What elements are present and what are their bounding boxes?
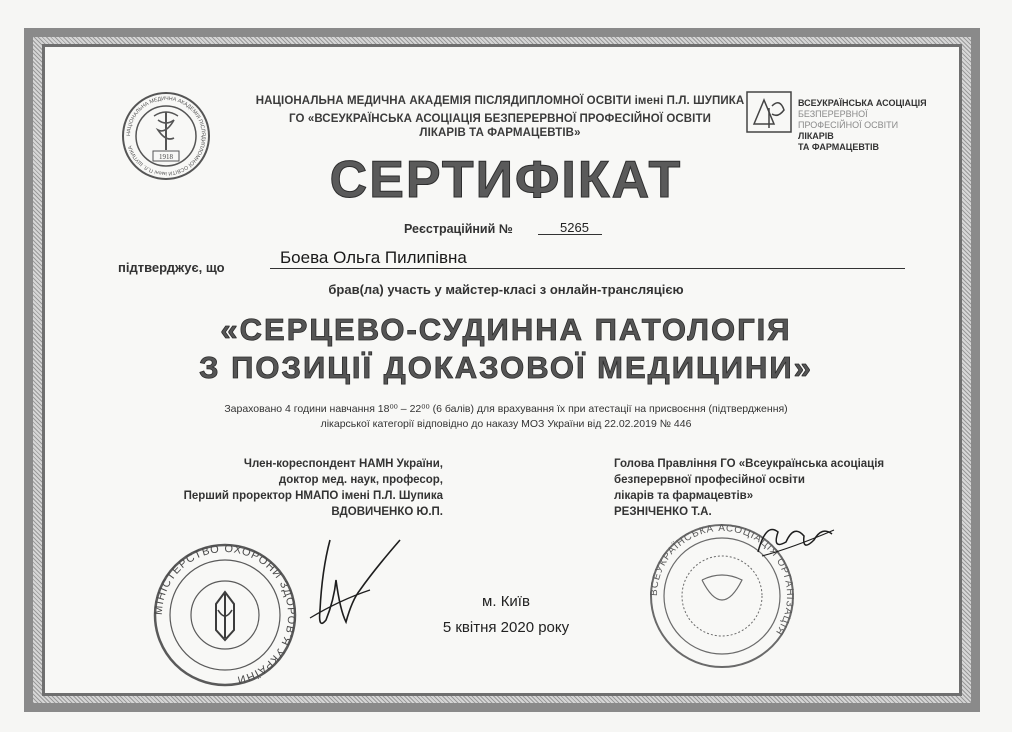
- name-underline: [270, 268, 905, 269]
- right-signature: [752, 512, 842, 562]
- association-name-line1: ГО «ВСЕУКРАЇНСЬКА АСОЦІАЦІЯ БЕЗПЕРЕРВНОЇ ПРОФЕСІЙНОЇ ОСВІТИ: [289, 113, 711, 125]
- signatory-left: [100, 456, 443, 520]
- association-logo-line1: ВСЕУКРАЇНСЬКА АСОЦІАЦІЯ: [798, 98, 927, 108]
- confirms-label: підтверджує, що: [118, 260, 225, 275]
- association-stamp-ring-text: ВСЕУКРАЇНСЬКА АСОЦІАЦІЯ ОРГАНІЗАЦІЯ: [648, 522, 796, 638]
- credit-line1: Зараховано 4 години навчання 18⁰⁰ – 22⁰⁰ (6 балів) для врахування їх при атестації на присвоєння (підтвердження): [224, 403, 788, 415]
- signatory-left-name: ВДОВИЧЕНКО Ю.П.: [331, 506, 443, 518]
- association-logo-icon: [744, 88, 794, 136]
- signatory-left-line3: Перший проректор НМАПО імені П.Л. Шупика: [183, 490, 443, 502]
- association-logo-line4: ЛІКАРІВ: [798, 131, 834, 141]
- registration-label: Реєстраційний №: [404, 222, 513, 236]
- association-logo-line5: ТА ФАРМАЦЕВТІВ: [798, 142, 879, 152]
- course-title-line1: «СЕРЦЕВО-СУДИННА ПАТОЛОГІЯ: [220, 312, 792, 347]
- signatory-left-line1: Член-кореспондент НАМН України,: [243, 458, 443, 470]
- signatory-right-line1: Голова Правління ГО «Всеукраїнська асоціація: [614, 458, 885, 470]
- signatory-left-line2: доктор мед. наук, професор,: [278, 474, 443, 486]
- course-title-line2: З ПОЗИЦІЇ ДОКАЗОВОЇ МЕДИЦИНИ»: [199, 350, 813, 385]
- seal-year: 1918: [159, 153, 173, 161]
- recipient-name: Боева Ольга Пилипівна: [280, 248, 467, 267]
- association-logo-line3: ПРОФЕСІЙНОЇ ОСВІТИ: [798, 120, 899, 130]
- signatory-right-line2: безперервної професійної освіти: [614, 474, 805, 486]
- association-name-line2: ЛІКАРІВ ТА ФАРМАЦЕВТІВ»: [419, 127, 581, 139]
- credit-line2: лікарської категорії відповідно до наказу МОЗ України від 22.02.2019 № 446: [320, 418, 692, 430]
- issue-city: м. Київ: [482, 593, 530, 610]
- ministry-stamp: [150, 540, 300, 690]
- signatory-right: [614, 456, 934, 520]
- signatory-right-line3: лікарів та фармацевтів»: [614, 490, 754, 502]
- certificate-title: СЕРТИФІКАТ: [329, 151, 683, 209]
- seal-ring-text: НАЦІОНАЛЬНА МЕДИЧНА АКАДЕМІЯ ПІСЛЯДИПЛОМНОЇ ОСВІТИ імені П.Л. ШУПИКА: [125, 95, 207, 177]
- association-logo-text: [798, 98, 927, 153]
- participation-text: брав(ла) участь у майстер-класі з онлайн-трансляцією: [328, 282, 684, 297]
- registration-number: 5265: [560, 220, 589, 235]
- issue-date: 5 квітня 2020 року: [442, 619, 570, 636]
- signatory-right-name: РЕЗНІЧЕНКО Т.А.: [614, 506, 712, 518]
- ministry-stamp-ring-text: МІНІСТЕРСТВО ОХОРОНИ ЗДОРОВ'Я УКРАЇНИ: [152, 542, 298, 686]
- association-logo-line2: БЕЗПЕРЕРВНОЇ: [798, 109, 868, 119]
- academy-name: НАЦІОНАЛЬНА МЕДИЧНА АКАДЕМІЯ ПІСЛЯДИПЛОМНОЇ ОСВІТИ імені П.Л. ШУПИКА: [255, 95, 745, 107]
